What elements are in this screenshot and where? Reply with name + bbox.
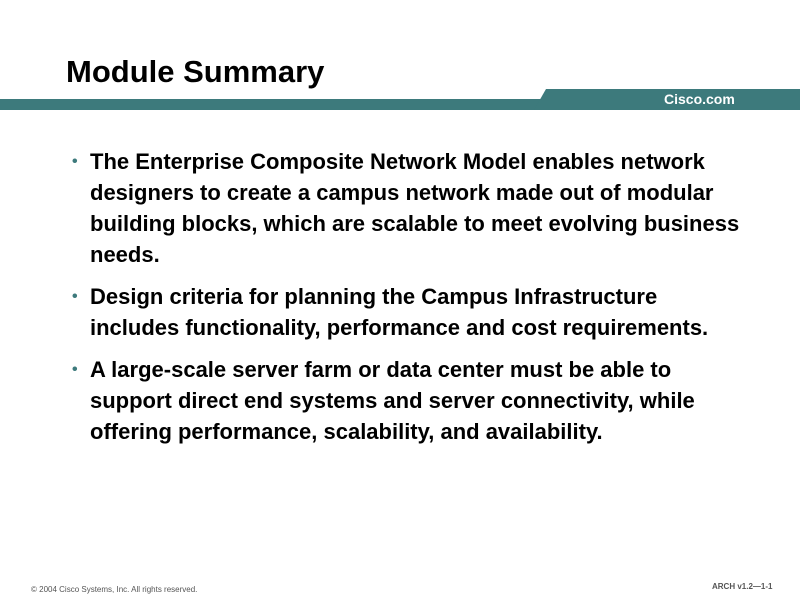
bullet-list [72,146,752,458]
bullet-item [72,354,752,447]
brand-label: Cisco.com [664,91,735,107]
bullet-item [72,281,752,343]
footer-copyright: © 2004 Cisco Systems, Inc. All rights reserved. [31,585,198,594]
bullet-item [72,146,752,270]
bullet-text: Design criteria for planning the Campus Infrastructure includes functionality, performance and cost requirements. [90,284,709,340]
footer-course-code: ARCH v1.2—1-1 [712,582,773,591]
bullet-text: A large-scale server farm or data center must be able to support direct end systems and server connectivity, while offering performance, scalability, and availability. [90,357,695,444]
bullet-dot-icon: • [72,288,78,305]
bullet-dot-icon: • [72,361,78,378]
bullet-dot-icon: • [72,153,78,170]
bullet-text: The Enterprise Composite Network Model enables network designers to create a campus network made out of modular building blocks, which are scalable to meet evolving business needs. [90,149,740,267]
slide-title: Module Summary [66,54,325,89]
